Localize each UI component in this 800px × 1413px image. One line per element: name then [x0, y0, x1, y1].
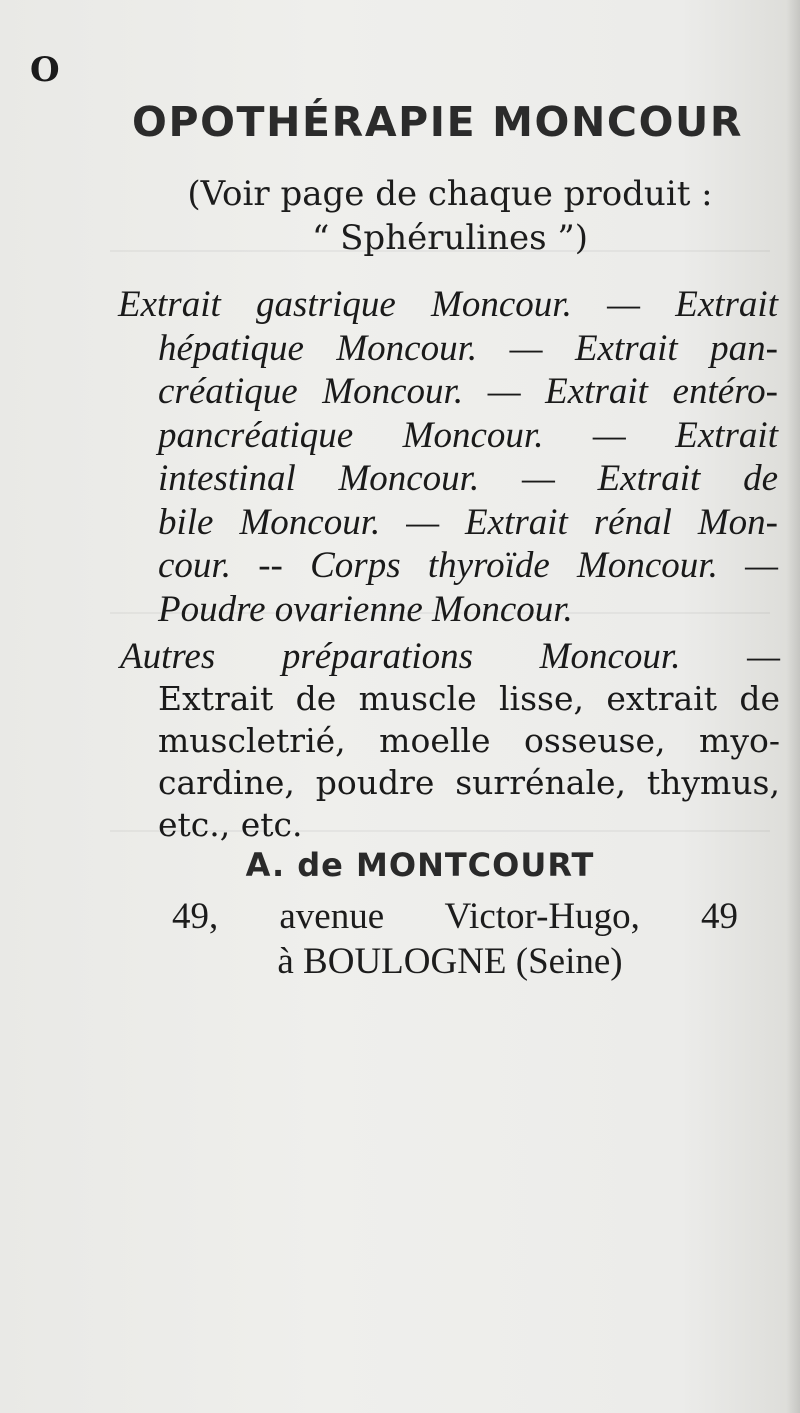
subtitle-line: “ Sphérulines ”)	[311, 218, 589, 258]
extracts-line: bile Moncour. — Extrait rénal Mon-	[158, 501, 778, 543]
subtitle-line: (Voir page de chaque produit :	[187, 174, 713, 214]
autres-line: cardine, poudre surrénale, thymus,	[158, 763, 780, 802]
extracts-line: Poudre ovarienne Moncour.	[158, 588, 573, 630]
page-title: OPOTHÉRAPIE MONCOUR	[132, 98, 744, 146]
manufacturer-city: à BOULOGNE (Seine)	[277, 941, 623, 982]
autres-line: etc., etc.	[158, 805, 303, 844]
autres-line: Extrait de muscle lisse, extrait de	[158, 679, 780, 718]
extracts-line: Extrait gastrique Moncour. — Extrait	[118, 284, 778, 325]
manufacturer-address: 49, avenue Victor-Hugo, 49	[172, 896, 738, 937]
extracts-line: créatique Moncour. — Extrait entéro-	[158, 371, 778, 412]
extracts-line: cour. -- Corps thyroïde Moncour. —	[158, 545, 778, 586]
extracts-line: hépatique Moncour. — Extrait pan-	[158, 327, 778, 369]
autres-line: muscletrié, moelle osseuse, myo-	[158, 721, 780, 760]
manufacturer-name: A. de MONTCOURT	[245, 846, 595, 884]
extracts-line: intestinal Moncour. — Extrait de	[158, 458, 778, 499]
extracts-line: pancréatique Moncour. — Extrait	[158, 414, 778, 456]
other-preparations-paragraph	[120, 636, 780, 846]
extracts-paragraph	[118, 283, 778, 631]
autres-line: Autres préparations Moncour. —	[120, 636, 780, 677]
subtitle	[100, 172, 800, 260]
section-letter: O	[30, 50, 60, 90]
